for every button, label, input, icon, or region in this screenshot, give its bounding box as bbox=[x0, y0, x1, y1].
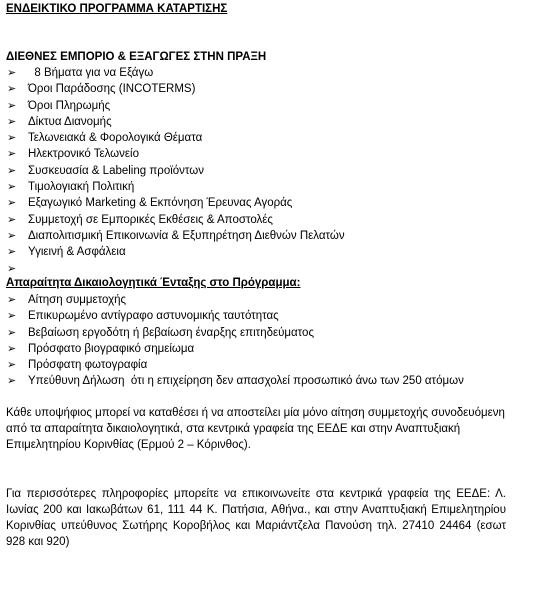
list-item bbox=[6, 163, 345, 179]
list-item-text: Πρόσφατη φωτογραφία bbox=[28, 359, 148, 372]
list-item bbox=[6, 212, 345, 228]
list-item bbox=[6, 325, 464, 341]
list-item-text: Συμμετοχή σε Εμπορικές Εκθέσεις & Αποστολές bbox=[28, 213, 273, 226]
list-item-text: Ηλεκτρονικό Τελωνείο bbox=[28, 148, 139, 161]
list-item-text: Όροι Παράδοσης (INCOTERMS) bbox=[28, 83, 196, 96]
list-item-text: Τελωνειακά & Φορολογικά Θέματα bbox=[28, 132, 203, 145]
list-item bbox=[6, 341, 464, 357]
list-item bbox=[6, 146, 345, 162]
section-heading-documents: Απαραίτητα Δικαιολογητικά Ένταξης στο Πρόγραμμα: bbox=[6, 277, 301, 289]
list-item bbox=[6, 308, 464, 324]
arrow-bullet-icon: ➢ bbox=[7, 197, 17, 210]
arrow-bullet-icon: ➢ bbox=[7, 164, 17, 177]
list-item bbox=[6, 114, 345, 130]
arrow-bullet-icon: ➢ bbox=[7, 132, 17, 145]
arrow-bullet-icon: ➢ bbox=[7, 375, 17, 388]
document-title: ΕΝΔΕΙΚΤΙΚΟ ΠΡΟΓΡΑΜΜΑ ΚΑΤΑΡΤΙΣΗΣ bbox=[6, 3, 228, 15]
arrow-bullet-icon: ➢ bbox=[7, 310, 17, 323]
arrow-bullet-icon: ➢ bbox=[7, 359, 17, 372]
list-item bbox=[6, 373, 464, 389]
arrow-bullet-icon: ➢ bbox=[7, 83, 17, 96]
list-item bbox=[6, 261, 345, 277]
arrow-bullet-icon: ➢ bbox=[7, 294, 17, 306]
list-item-text: 8 Βήματα για να Εξάγω bbox=[28, 67, 154, 79]
documents-list bbox=[6, 292, 464, 390]
list-item bbox=[6, 179, 345, 195]
list-item bbox=[6, 130, 345, 146]
list-item bbox=[6, 228, 345, 244]
list-item-text: Αίτηση συμμετοχής bbox=[28, 294, 127, 306]
section-heading-trade: ΔΙΕΘΝΕΣ ΕΜΠΟΡΙΟ & ΕΞΑΓΩΓΕΣ ΣΤΗΝ ΠΡΑΞΗ bbox=[6, 51, 267, 63]
list-item-text: Πρόσφατο βιογραφικό σημείωμα bbox=[28, 342, 195, 355]
arrow-bullet-icon: ➢ bbox=[7, 326, 17, 339]
list-item-text: Δίκτυα Διανομής bbox=[28, 115, 112, 128]
arrow-bullet-icon: ➢ bbox=[7, 262, 17, 275]
arrow-bullet-icon: ➢ bbox=[7, 246, 17, 259]
list-item bbox=[6, 65, 345, 81]
paragraph-contact: Για περισσότερες πληροφορίες μπορείτε να επικοινωνείτε στα κεντρικά γραφεία της ΕΕΔΕ: Λ. Ιωνίας 200 και Ιακωβάτων 61, 111 44 Κ. Πατήσια, Αθήνα., και στην Αναπτυξιακή Επιμελητηρίου Κορινθίας υπεύθυνος Σωτήρης Κοροβήλος και Μαριάντζελα Πανούση τηλ. 27410 24464 (εσωτ 928 και 920) bbox=[6, 488, 506, 548]
list-item-text: Τιμολογιακή Πολιτική bbox=[28, 181, 135, 194]
topics-list bbox=[6, 65, 345, 277]
list-item-text: Εξαγωγικό Marketing & Εκπόνηση Έρευνας Αγοράς bbox=[28, 197, 293, 210]
list-item bbox=[6, 244, 345, 260]
arrow-bullet-icon: ➢ bbox=[7, 229, 17, 242]
list-item-text: Επικυρωμένο αντίγραφο αστυνομικής ταυτότητας bbox=[28, 310, 279, 323]
list-item-text: Διαπολιτισμική Επικοινωνία & Εξυπηρέτηση Διεθνών Πελατών bbox=[28, 229, 345, 242]
arrow-bullet-icon: ➢ bbox=[7, 148, 17, 161]
arrow-bullet-icon: ➢ bbox=[7, 67, 17, 79]
paragraph-submission: Κάθε υποψήφιος μπορεί να καταθέσει ή να αποστείλει μία μόνο αίτηση συμμετοχής συνοδευόμενη από τα απαραίτητα δικαιολογητικά, στα κεντρικά γραφεία της ΕΕΔΕ και στην Αναπτυξιακή Επιμελητηρίου Κορινθίας (Ερμού 2 – Κόρινθος). bbox=[6, 407, 505, 451]
list-item bbox=[6, 98, 345, 114]
list-item-text: Βεβαίωση εργοδότη ή βεβαίωση έναρξης επιτηδεύματος bbox=[28, 326, 314, 339]
list-item bbox=[6, 292, 464, 308]
list-item bbox=[6, 195, 345, 211]
arrow-bullet-icon: ➢ bbox=[7, 181, 17, 194]
list-item-text: Όροι Πληρωμής bbox=[28, 99, 111, 112]
arrow-bullet-icon: ➢ bbox=[7, 342, 17, 355]
list-item-text: Υγιεινή & Ασφάλεια bbox=[28, 246, 126, 259]
arrow-bullet-icon: ➢ bbox=[7, 99, 17, 112]
list-item-text: Συσκευασία & Labeling προϊόντων bbox=[28, 164, 205, 177]
list-item bbox=[6, 357, 464, 373]
list-item bbox=[6, 81, 345, 97]
arrow-bullet-icon: ➢ bbox=[7, 213, 17, 226]
list-item-text: Υπεύθυνη Δήλωση ότι η επιχείρηση δεν απασχολεί προσωπικό άνω των 250 ατόμων bbox=[28, 375, 464, 388]
arrow-bullet-icon: ➢ bbox=[7, 115, 17, 128]
